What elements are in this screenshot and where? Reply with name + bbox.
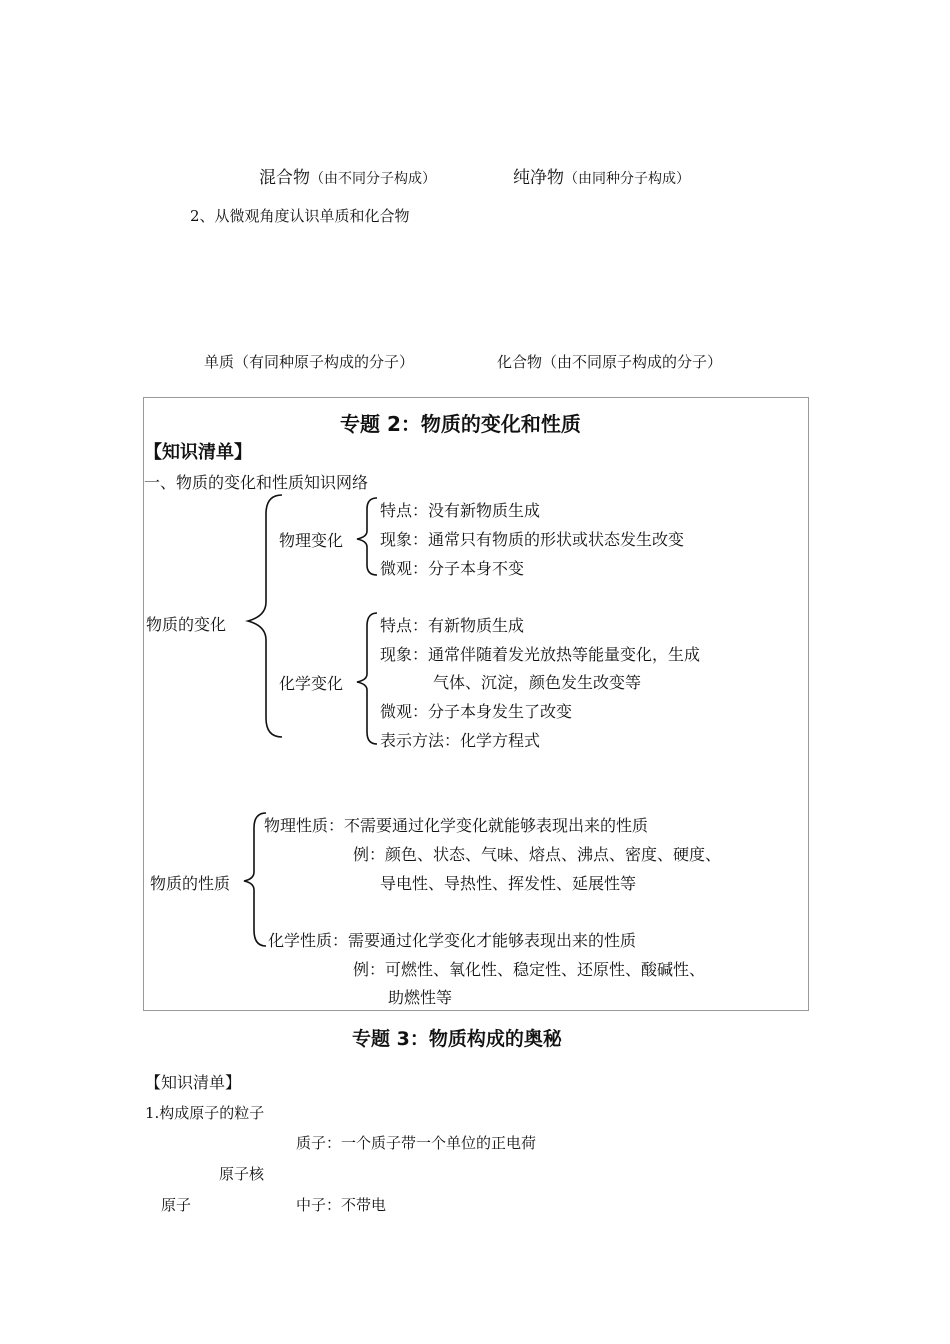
pure-label: 纯净物 bbox=[513, 168, 564, 188]
topic3-title: 专题 3：物质构成的奥秘 bbox=[352, 1028, 562, 1050]
physical-property: 物理性质：不需要通过化学变化就能够表现出来的性质 bbox=[264, 816, 649, 835]
topic2-title: 专题 2：物质的变化和性质 bbox=[340, 412, 581, 436]
topic3-item-1: 1.构成原子的粒子 bbox=[145, 1104, 265, 1122]
nucleus-label: 原子核 bbox=[219, 1165, 265, 1183]
chemical-change-label: 化学变化 bbox=[279, 674, 344, 693]
matter-property-label: 物质的性质 bbox=[150, 874, 231, 893]
pc-item-1: 特点：没有新物质生成 bbox=[380, 501, 541, 520]
topic2-list-head: 【知识清单】 bbox=[144, 442, 252, 463]
chemical-property: 化学性质：需要通过化学变化才能够表现出来的性质 bbox=[268, 931, 637, 950]
atom-label: 原子 bbox=[161, 1196, 192, 1214]
mixture-label: 混合物 bbox=[259, 168, 310, 188]
topic3-list-head: 【知识清单】 bbox=[145, 1073, 242, 1092]
mixture-line bbox=[259, 163, 436, 188]
cc-item-3: 气体、沉淀，颜色发生改变等 bbox=[433, 673, 642, 692]
cc-item-5: 表示方法：化学方程式 bbox=[380, 731, 541, 750]
cc-item-1: 特点：有新物质生成 bbox=[380, 616, 525, 635]
pp-example-1: 例：颜色、状态、气味、熔点、沸点、密度、硬度、 bbox=[353, 845, 722, 864]
cp-example-1: 例：可燃性、氧化性、稳定性、还原性、酸碱性、 bbox=[353, 960, 706, 979]
pure-note: （由同种分子构成） bbox=[564, 171, 690, 187]
section-2-heading: 2、从微观角度认识单质和化合物 bbox=[190, 207, 410, 225]
cc-item-2: 现象：通常伴随着发光放热等能量变化，生成 bbox=[380, 645, 701, 664]
element-label: 单质（有同种原子构成的分子） bbox=[204, 353, 415, 371]
pc-item-2: 现象：通常只有物质的形状或状态发生改变 bbox=[380, 530, 685, 549]
topic2-figure bbox=[143, 397, 809, 1011]
pp-example-2: 导电性、导热性、挥发性、延展性等 bbox=[380, 874, 637, 893]
pc-item-3: 微观：分子本身不变 bbox=[380, 559, 525, 578]
physical-change-label: 物理变化 bbox=[279, 531, 344, 550]
proton-label: 质子：一个质子带一个单位的正电荷 bbox=[296, 1134, 537, 1152]
pure-line bbox=[513, 163, 690, 188]
mixture-note: （由不同分子构成） bbox=[310, 171, 436, 187]
neutron-label: 中子：不带电 bbox=[296, 1196, 387, 1214]
chemical-change-brace bbox=[351, 610, 381, 750]
matter-change-label: 物质的变化 bbox=[146, 615, 227, 634]
change-brace bbox=[244, 492, 284, 742]
network-heading: 一、物质的变化和性质知识网络 bbox=[144, 473, 369, 492]
cp-example-2: 助燃性等 bbox=[388, 988, 453, 1007]
cc-item-4: 微观：分子本身发生了改变 bbox=[380, 702, 573, 721]
physical-change-brace bbox=[351, 495, 381, 579]
compound-label: 化合物（由不同原子构成的分子） bbox=[497, 353, 723, 371]
